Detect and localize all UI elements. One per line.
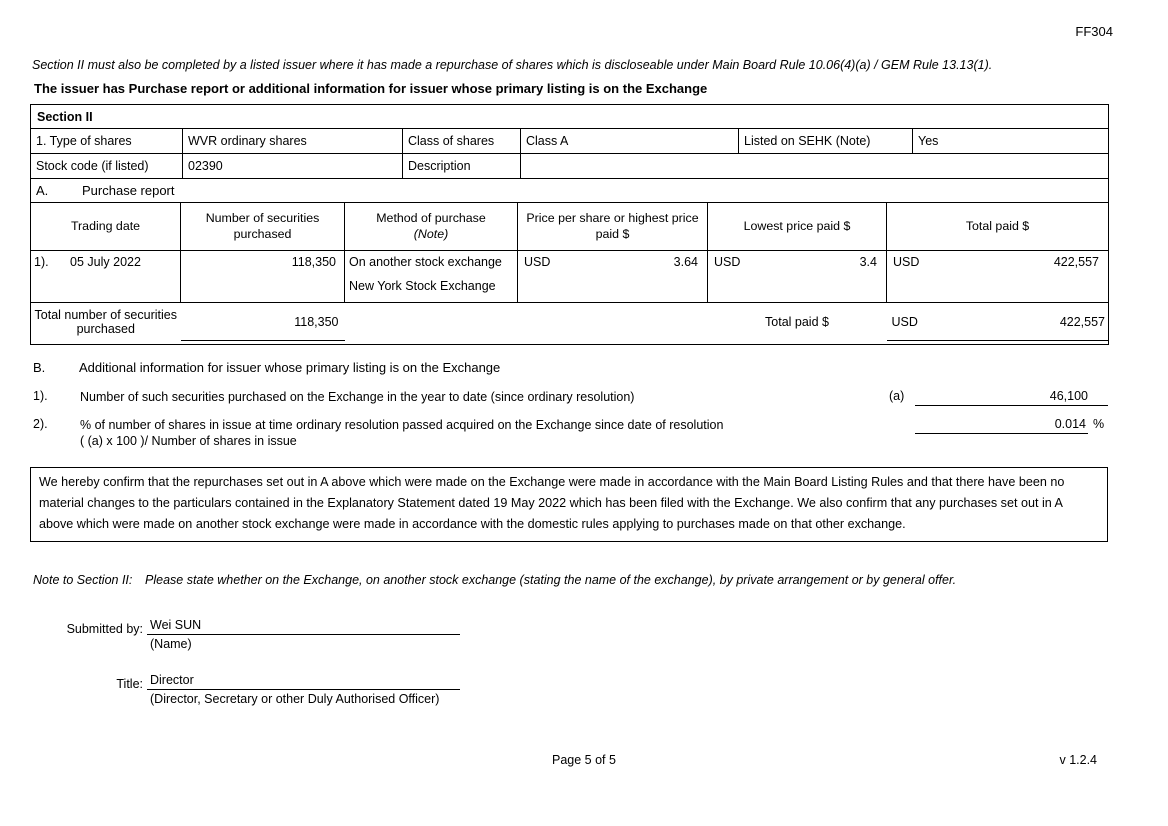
percent-sign: % bbox=[1093, 417, 1105, 431]
class-of-shares-value: Class A bbox=[521, 129, 739, 154]
trading-date-value: 05 July 2022 bbox=[70, 255, 141, 269]
stock-code-value: 02390 bbox=[183, 154, 403, 179]
page-number: Page 5 of 5 bbox=[552, 753, 616, 767]
securities-year-to-date-value: 46,100 bbox=[915, 389, 1108, 406]
shares-info-row bbox=[31, 129, 1109, 154]
section-b-item-1 bbox=[33, 389, 1108, 406]
intro-note: Section II must also be completed by a listed issuer where it has made a repurchase of shares which is discloseable under Main Board Rule 10.06(4)(a) / GEM Rule 13.13(1). bbox=[32, 58, 993, 72]
method-exchange-name: New York Stock Exchange bbox=[349, 279, 496, 293]
confirmation-text: We hereby confirm that the repurchases set out in A above which were made on the Exchange were made in accordance with the Main Board Listing Rules and that there have been no material changes to the particulars contained in the Explanatory Statement dated 19 May 2022 which has been filed with the Exchange. We also confirm that any purchases set out in A above which were made on another stock exchange were made in accordance with the domestic rules applying to purchases made on that other exchange. bbox=[39, 475, 1065, 531]
number-purchased-value: 118,350 bbox=[181, 251, 345, 303]
section-b-title: Additional information for issuer whose primary listing is on the Exchange bbox=[79, 360, 501, 375]
b-item-2-text-line2: ( (a) x 100 )/ Number of shares in issue bbox=[80, 434, 297, 448]
section-b-label: B. bbox=[33, 360, 46, 375]
title-value: Director bbox=[147, 673, 460, 690]
b-item-1-ref: (a) bbox=[889, 389, 905, 403]
stock-code-label: Stock code (if listed) bbox=[31, 154, 183, 179]
purchase-row-index: 1). bbox=[34, 255, 49, 269]
description-label: Description bbox=[403, 154, 521, 179]
purchase-report-table bbox=[30, 202, 1109, 345]
row-total-currency: USD bbox=[893, 255, 920, 269]
listed-on-sehk-label: Listed on SEHK (Note) bbox=[739, 129, 913, 154]
note-text: Please state whether on the Exchange, on another stock exchange (stating the name of the exchange), by private arrangement or by general offer. bbox=[145, 573, 957, 587]
total-securities-value: 118,350 bbox=[181, 303, 345, 341]
type-of-shares-value: WVR ordinary shares bbox=[183, 129, 403, 154]
submitted-by-row bbox=[30, 618, 1108, 651]
class-of-shares-label: Class of shares bbox=[403, 129, 521, 154]
total-paid-label: Total paid $ bbox=[708, 303, 887, 345]
b-item-2-index: 2). bbox=[33, 417, 48, 431]
note-to-section-2 bbox=[33, 573, 1108, 587]
section-a-heading-row bbox=[31, 179, 1109, 203]
purchase-header-row bbox=[31, 203, 1109, 251]
col-number-purchased: Number of securities purchased bbox=[181, 203, 345, 251]
b-item-1-text: Number of such securities purchased on the Exchange in the year to date (since ordinary resolution) bbox=[80, 390, 635, 404]
col-method: Method of purchase (Note) bbox=[345, 203, 518, 251]
b-item-2-text-line1: % of number of shares in issue at time ordinary resolution passed acquired on the Exchange since date of resolution bbox=[80, 418, 724, 432]
col-trading-date: Trading date bbox=[31, 203, 181, 251]
purchase-row bbox=[31, 251, 1109, 303]
section-b-heading bbox=[33, 360, 1108, 375]
lowest-price-currency: USD bbox=[714, 255, 741, 269]
col-total-paid: Total paid $ bbox=[887, 203, 1109, 251]
confirmation-box bbox=[30, 467, 1108, 542]
section-a-title: Purchase report bbox=[82, 183, 175, 198]
listed-on-sehk-value: Yes bbox=[913, 129, 1109, 154]
note-label: Note to Section II: bbox=[33, 573, 133, 587]
lowest-price-value: 3.4 bbox=[859, 255, 877, 269]
description-value bbox=[521, 154, 1109, 179]
total-paid-currency: USD bbox=[891, 315, 918, 329]
title-row bbox=[30, 673, 1108, 706]
title-label: Title: bbox=[116, 677, 143, 691]
method-of-purchase-value: On another stock exchange bbox=[349, 255, 502, 269]
percent-shares-value: 0.014 bbox=[915, 417, 1088, 434]
stock-code-row bbox=[31, 154, 1109, 179]
section2-title: Section II bbox=[31, 105, 1109, 129]
purchase-totals-row bbox=[31, 303, 1109, 345]
row-total-value: 422,557 bbox=[1053, 255, 1099, 269]
name-caption: (Name) bbox=[150, 637, 192, 651]
total-paid-value: 422,557 bbox=[1059, 315, 1105, 329]
submitted-by-label: Submitted by: bbox=[66, 622, 143, 636]
section2-title-row bbox=[31, 105, 1109, 129]
col-lowest-price: Lowest price paid $ bbox=[708, 203, 887, 251]
section-b-item-2 bbox=[33, 417, 1108, 449]
col-method-note: (Note) bbox=[413, 226, 449, 241]
form-code: FF304 bbox=[1075, 24, 1113, 39]
title-caption: (Director, Secretary or other Duly Authorised Officer) bbox=[150, 692, 440, 706]
section2-info-table bbox=[30, 104, 1109, 203]
col-price: Price per share or highest price paid $ bbox=[518, 203, 708, 251]
section-heading: The issuer has Purchase report or additional information for issuer whose primary listing is on the Exchange bbox=[34, 81, 708, 96]
b-item-1-index: 1). bbox=[33, 389, 48, 403]
type-of-shares-label: 1. Type of shares bbox=[31, 129, 183, 154]
price-value: 3.64 bbox=[673, 255, 698, 269]
version-label: v 1.2.4 bbox=[1059, 753, 1097, 767]
price-currency: USD bbox=[524, 255, 551, 269]
submitted-by-value: Wei SUN bbox=[147, 618, 460, 635]
section-a-label: A. bbox=[36, 183, 49, 198]
total-securities-label: Total number of securities purchased bbox=[34, 308, 177, 336]
